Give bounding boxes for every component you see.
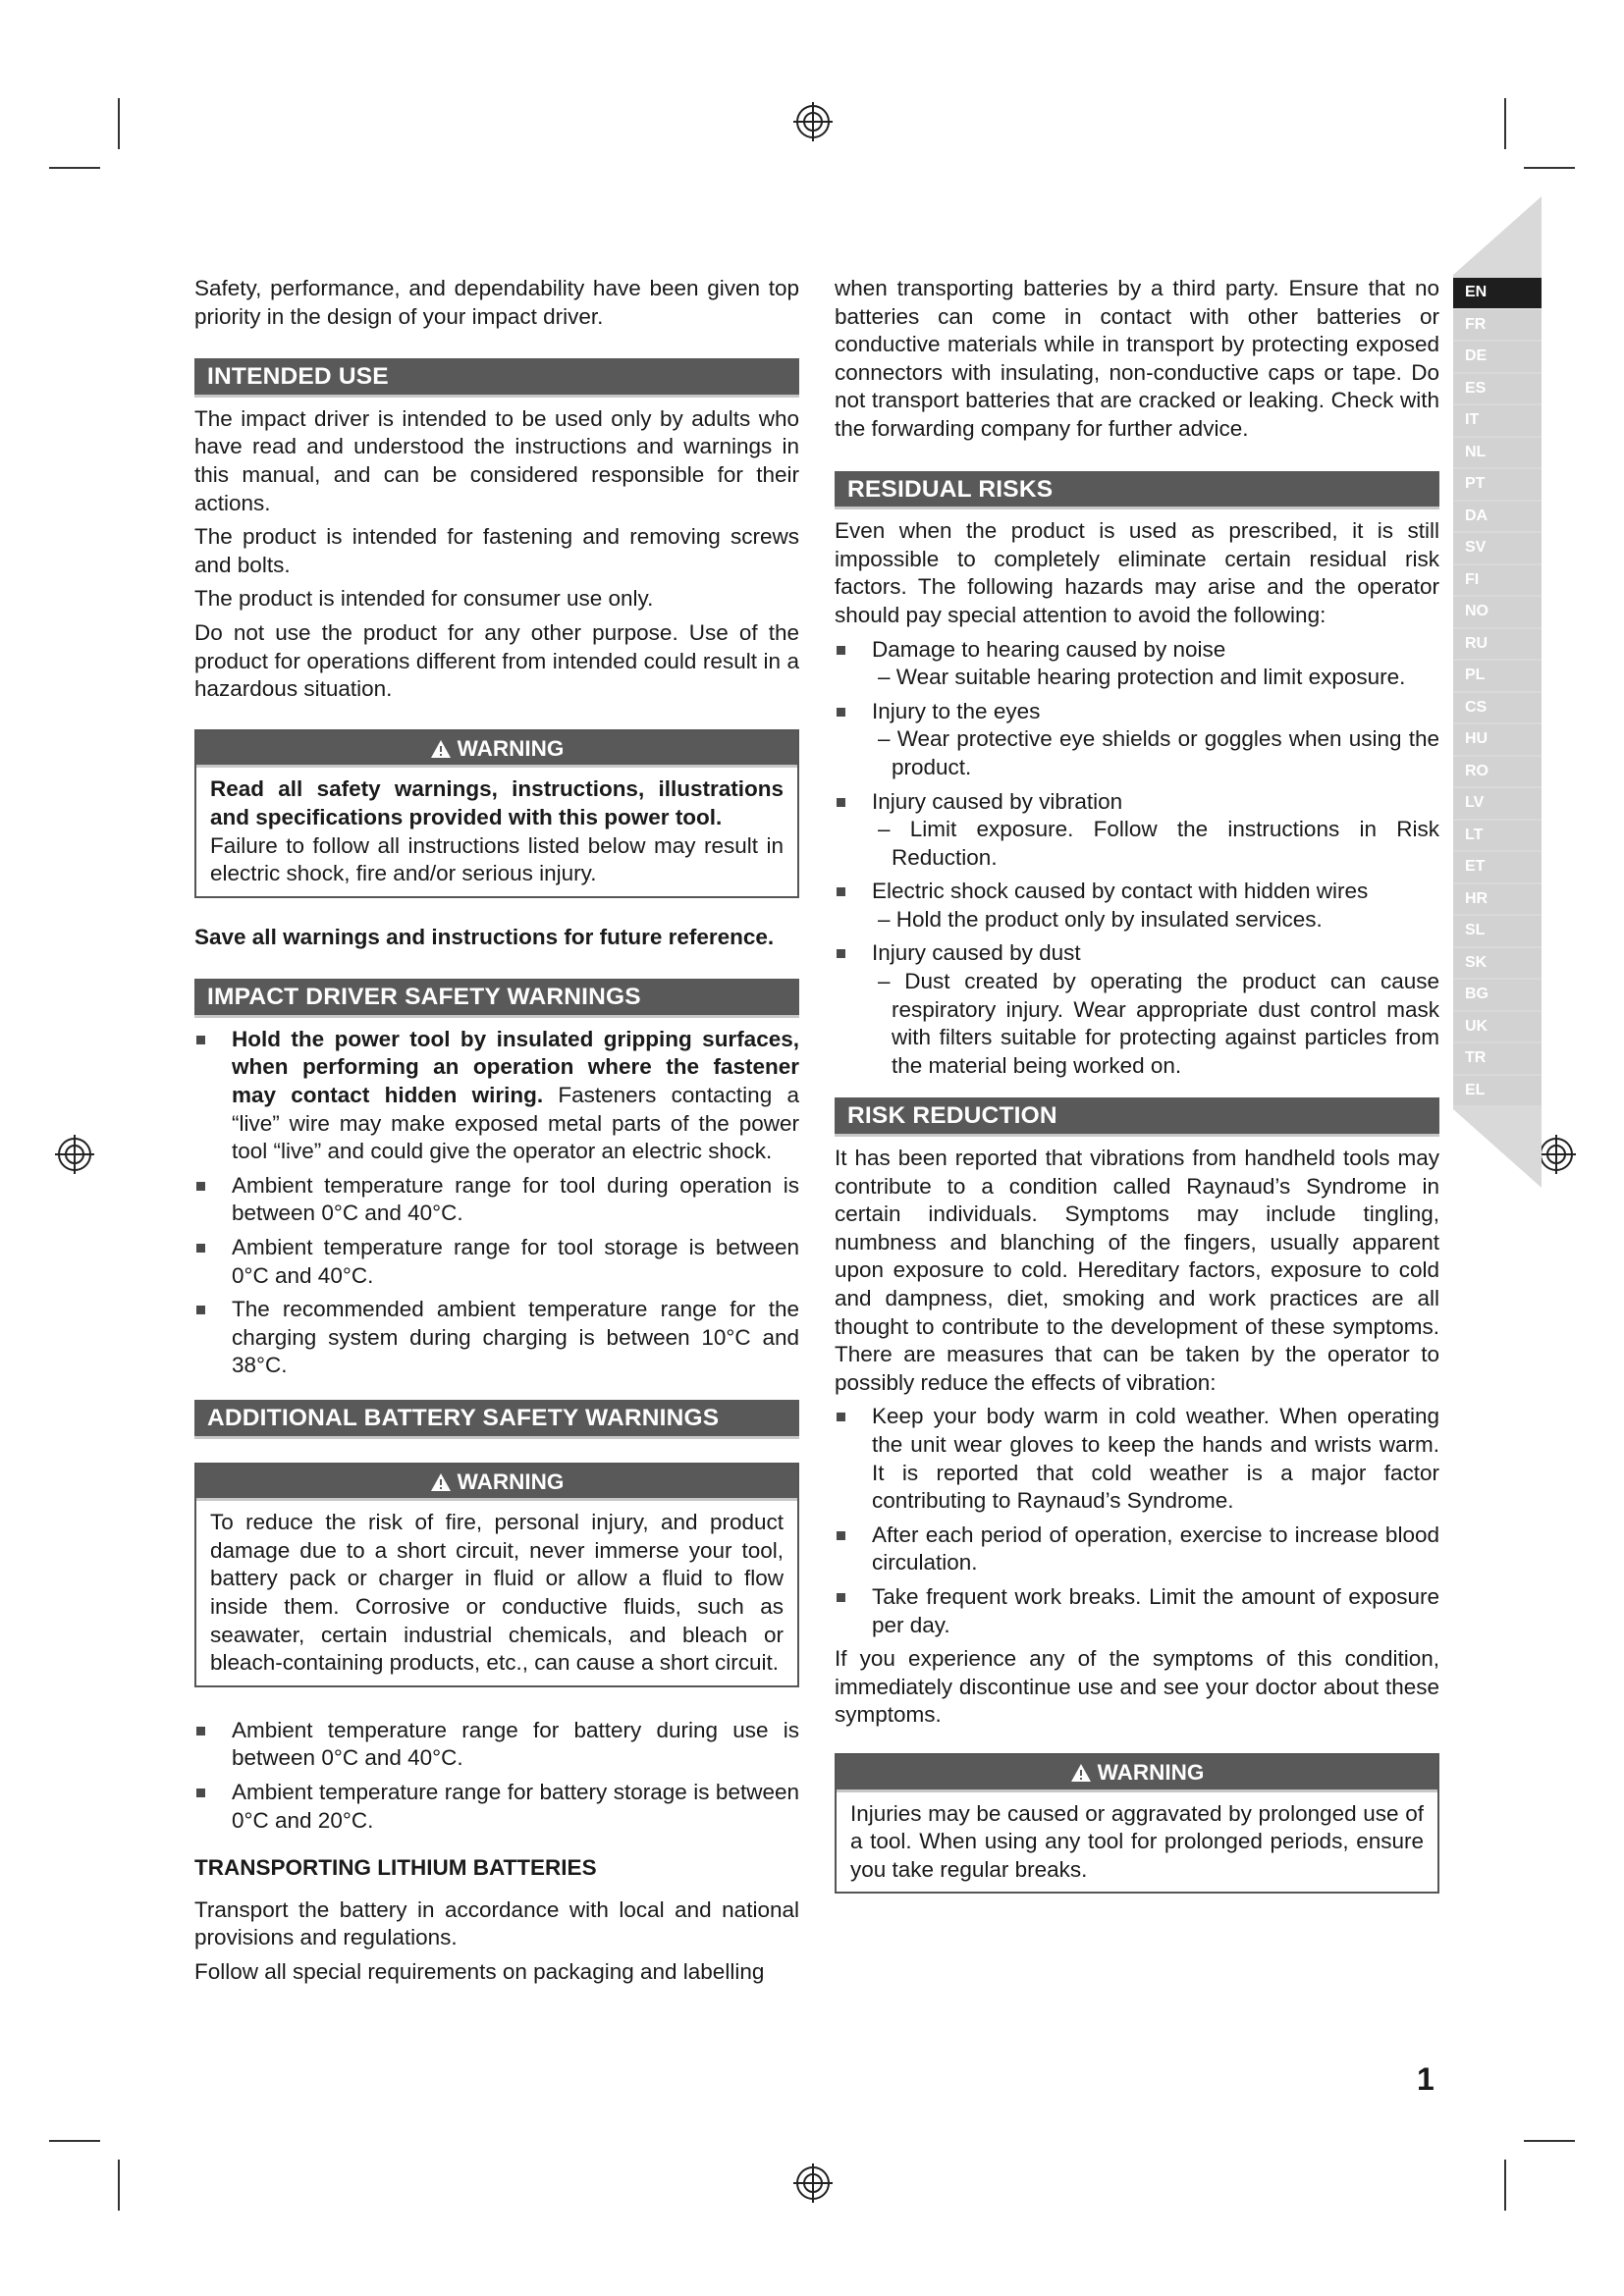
paragraph: If you experience any of the symptoms of this condition, immediately discontinue use and see your doctor about these symptoms. (835, 1646, 1439, 1728)
language-item[interactable]: FR (1453, 310, 1542, 341)
warning-bold-text: Read all safety warnings, instructions, illustrations and specifications provided with this power tool. (210, 776, 784, 829)
language-item[interactable]: TR (1453, 1043, 1542, 1074)
warning-box-body (196, 1501, 797, 1685)
section-header-risk-reduction: RISK REDUCTION (835, 1097, 1439, 1137)
warning-box (835, 1753, 1439, 1894)
risk-main: Injury caused by dust (872, 940, 1081, 966)
language-item[interactable]: HU (1453, 724, 1542, 755)
registration-mark-icon (55, 1135, 94, 1174)
language-item[interactable]: RO (1453, 757, 1542, 787)
risk-reduction-list (835, 1403, 1439, 1639)
crop-mark (1524, 2140, 1575, 2142)
language-item[interactable]: FI (1453, 565, 1542, 596)
language-item[interactable]: CS (1453, 693, 1542, 723)
list-item: The recommended ambient temperature range for the charging system during charging is between 10°C and 38°C. (194, 1296, 799, 1380)
warning-label: WARNING (1097, 1759, 1205, 1785)
paragraph: The product is intended for consumer use only. (194, 586, 654, 612)
language-item[interactable]: LT (1453, 821, 1542, 851)
list-item: Take frequent work breaks. Limit the amount of exposure per day. (835, 1583, 1439, 1639)
list-item-text: Fasteners contacting a “live” wire may make exposed metal parts of the power tool “live” and could give the operator an electric shock. (232, 1083, 799, 1164)
risk-sub: – Hold the product only by insulated services. (878, 906, 1323, 932)
warning-box-title (196, 731, 797, 769)
paragraph: Even when the product is used as prescribed, it is still impossible to completely eliminate certain residual risk factors. The following hazards may arise and the operator should pay special attention to avoid the following: (835, 518, 1439, 627)
paragraph: Do not use the product for any other purpose. Use of the product for operations different from intended could result in a hazardous situation. (194, 619, 799, 702)
risk-main: Injury to the eyes (872, 698, 1041, 723)
list-item-bold: Hold the power tool by insulated gripping surfaces, when performing an operation where the fastener may contact hidden wiring. (232, 1026, 799, 1108)
residual-risks-list (835, 636, 1439, 1081)
left-column (194, 275, 799, 1993)
language-item[interactable]: SK (1453, 948, 1542, 979)
list-item (835, 788, 1439, 873)
risk-main: Electric shock caused by contact with hidden wires (872, 879, 1369, 904)
paragraph: The impact driver is intended to be used only by adults who have read and understood the instructions and warnings in this manual, and can be considered responsible for their actions. (194, 405, 799, 515)
warning-box-title (196, 1465, 797, 1502)
section-header-impact-driver: IMPACT DRIVER SAFETY WARNINGS (194, 979, 799, 1018)
language-item[interactable]: PL (1453, 661, 1542, 691)
warning-triangle-icon (430, 1472, 452, 1492)
list-item (194, 1026, 799, 1166)
warning-label: WARNING (457, 735, 565, 761)
paragraph: The product is intended for fastening and removing screws and bolts. (194, 524, 799, 577)
registration-mark-icon (1537, 1135, 1576, 1174)
language-index (1453, 278, 1542, 1107)
crop-mark (118, 2160, 120, 2211)
language-item[interactable]: IT (1453, 405, 1542, 436)
risk-sub: – Wear protective eye shields or goggles when using the product. (878, 726, 1439, 779)
language-item[interactable]: SV (1453, 533, 1542, 563)
warning-text: To reduce the risk of fire, personal injury, and product damage due to a short circuit, never immerse your tool, battery pack or charger in fluid or allow a fluid to flow inside them. Corrosive or conductive fluids, such as seawater, certain industrial chemicals, and bleach or bleach-containing products, etc., can cause a short circuit. (210, 1510, 784, 1676)
warning-label: WARNING (457, 1468, 565, 1494)
crop-mark (1504, 2160, 1506, 2211)
save-instructions-line: Save all warnings and instructions for future reference. (194, 924, 775, 949)
warning-triangle-icon (1070, 1763, 1092, 1783)
intro-text: Safety, performance, and dependability have been given top priority in the design of your impact driver. (194, 276, 799, 329)
impact-warnings-list (194, 1026, 799, 1380)
crop-mark (118, 98, 120, 149)
language-item[interactable]: UK (1453, 1012, 1542, 1042)
list-item (835, 636, 1439, 692)
warning-triangle-icon (430, 739, 452, 759)
paragraph: Transport the battery in accordance with local and national provisions and regulations. (194, 1896, 799, 1950)
section-header-battery: ADDITIONAL BATTERY SAFETY WARNINGS (194, 1400, 799, 1439)
paragraph: Follow all special requirements on packaging and labelling (194, 1958, 765, 1984)
crop-mark (1504, 98, 1506, 149)
warning-box (194, 1463, 799, 1687)
warning-box-body (196, 768, 797, 895)
list-item (835, 878, 1439, 934)
list-item (835, 698, 1439, 782)
language-item[interactable]: RU (1453, 629, 1542, 660)
language-item[interactable]: SL (1453, 916, 1542, 946)
warning-box (194, 729, 799, 898)
language-item[interactable]: EN (1453, 278, 1542, 308)
registration-mark-icon (793, 102, 833, 141)
risk-sub: – Wear suitable hearing protection and limit exposure. (878, 665, 1406, 690)
right-column (835, 275, 1439, 1905)
list-item: After each period of operation, exercise to increase blood circulation. (835, 1522, 1439, 1577)
paragraph: when transporting batteries by a third party. Ensure that no batteries can come in contact with other batteries or conductive materials while in transport by protecting exposed connectors with insulating, non-conductive caps or tape. Do not transport batteries that are cracked or leaking. Check with the forwarding company for further advice. (835, 276, 1439, 441)
warning-box-body (837, 1792, 1437, 1893)
warning-text: Failure to follow all instructions listed below may result in electric shock, fire and/or serious injury. (210, 832, 784, 886)
list-item: Ambient temperature range for battery storage is between 0°C and 20°C. (194, 1779, 799, 1835)
section-header-intended-use: INTENDED USE (194, 358, 799, 398)
warning-box-title (837, 1755, 1437, 1792)
language-item[interactable]: ET (1453, 852, 1542, 882)
language-item[interactable]: ES (1453, 374, 1542, 404)
section-header-residual-risks: RESIDUAL RISKS (835, 471, 1439, 510)
list-item: Ambient temperature range for battery during use is between 0°C and 40°C. (194, 1717, 799, 1773)
crop-mark (49, 2140, 100, 2142)
language-item[interactable]: EL (1453, 1076, 1542, 1106)
warning-text: Injuries may be caused or aggravated by prolonged use of a tool. When using any tool for prolonged periods, ensure you take regular breaks. (850, 1800, 1424, 1882)
language-item[interactable]: DE (1453, 342, 1542, 372)
language-item[interactable]: LV (1453, 788, 1542, 819)
risk-main: Damage to hearing caused by noise (872, 636, 1226, 662)
list-item (835, 939, 1439, 1080)
battery-list (194, 1717, 799, 1835)
page-number: 1 (1417, 2061, 1435, 2097)
list-item: Ambient temperature range for tool storage is between 0°C and 40°C. (194, 1234, 799, 1290)
language-item[interactable]: BG (1453, 980, 1542, 1010)
language-item[interactable]: DA (1453, 502, 1542, 532)
language-item[interactable]: NL (1453, 438, 1542, 468)
language-item[interactable]: PT (1453, 469, 1542, 500)
language-item[interactable]: HR (1453, 884, 1542, 915)
paragraph: It has been reported that vibrations from handheld tools may contribute to a condition called Raynaud’s Syndrome in certain individuals. Symptoms may include tingling, numbness and blanching of the fingers, usually apparent upon exposure to cold. Hereditary factors, exposure to cold and dampness, diet, smoking and work practices are all thought to contribute to the development of these symptoms. There are measures that can be taken by the operator to possibly reduce the effects of vibration: (835, 1146, 1439, 1395)
list-item: Keep your body warm in cold weather. When operating the unit wear gloves to keep the hands and wrists warm. It is reported that cold weather is a major factor contributing to Raynaud’s Syndrome. (835, 1403, 1439, 1515)
risk-main: Injury caused by vibration (872, 788, 1123, 814)
list-item: Ambient temperature range for tool during operation is between 0°C and 40°C. (194, 1172, 799, 1228)
crop-mark (1524, 167, 1575, 169)
registration-mark-icon (793, 2163, 833, 2203)
language-item[interactable]: NO (1453, 597, 1542, 627)
risk-sub: – Dust created by operating the product can cause respiratory injury. Wear appropriate dust control mask with filters suitable for protecting against particles from the material being worked on. (878, 969, 1439, 1078)
subheading-transport: TRANSPORTING LITHIUM BATTERIES (194, 1855, 597, 1881)
crop-mark (49, 167, 100, 169)
risk-sub: – Limit exposure. Follow the instructions in Risk Reduction. (878, 817, 1439, 870)
